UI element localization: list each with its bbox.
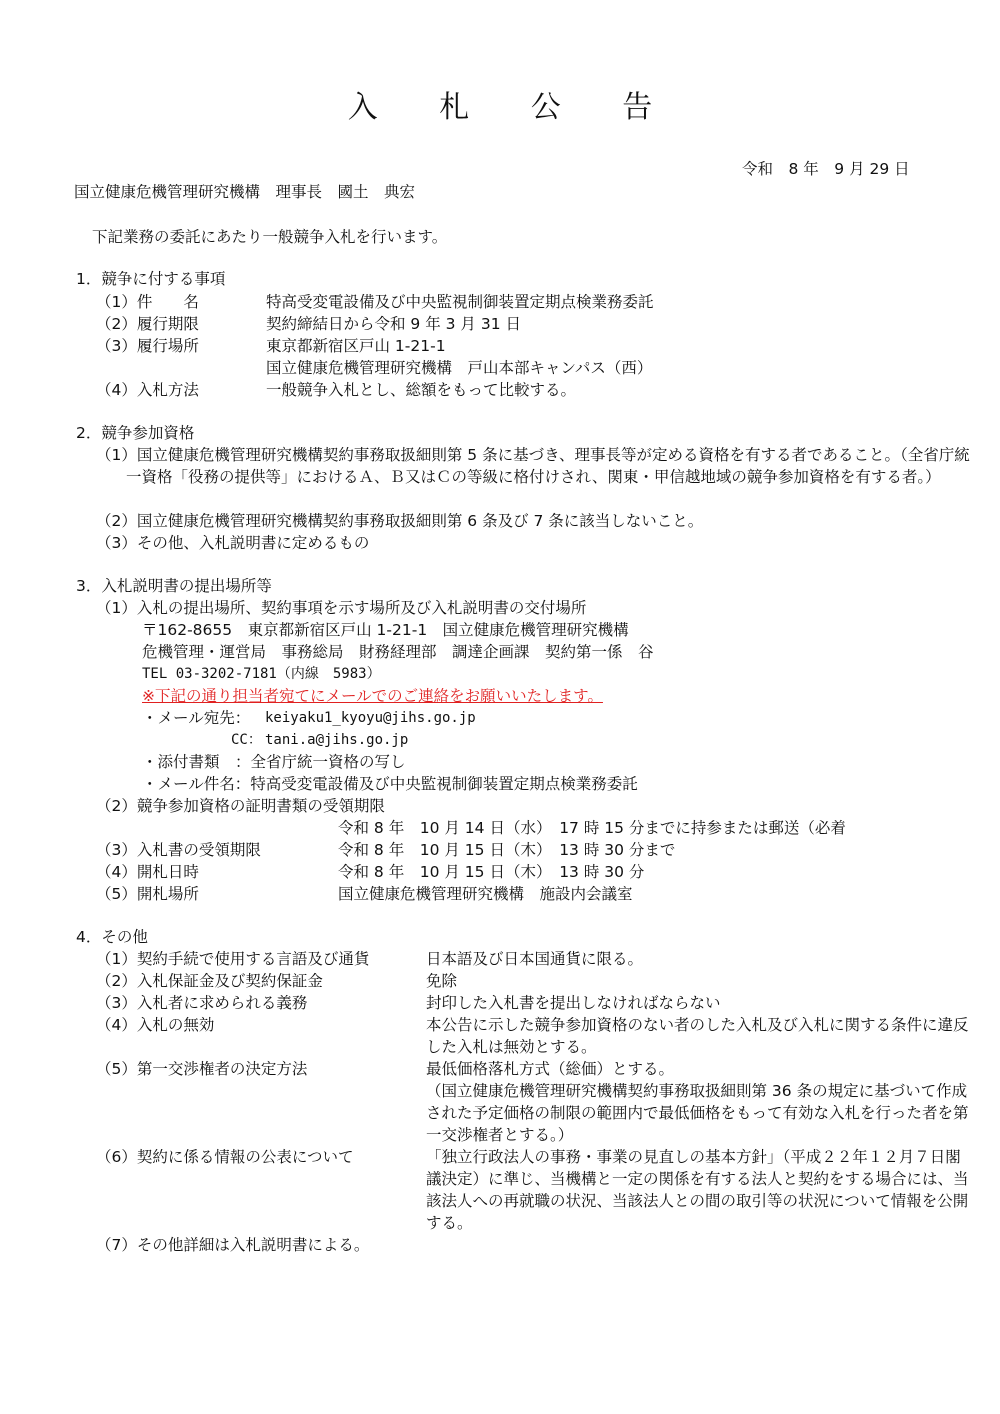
intro-text: 下記業務の委託にあたり一般競争入札を行います。 — [92, 228, 448, 246]
s3-telephone: TEL 03-3202-7181（内線 5983） — [142, 666, 381, 682]
s3-cc-label: CC： — [231, 732, 262, 748]
s1-item-1-label: （1）件 名 — [96, 293, 199, 311]
s4-item-1-label: （1）契約手続で使用する言語及び通貨 — [96, 950, 370, 968]
s4-item-6-value: 「独立行政法人の事務・事業の見直しの基本方針」（平成２２年１２月７日閣議決定）に準じ、当機構と一定の関係を有する法人と契約をする場合には、当該法人への再就職の状況、当該法人との間の取引等の状況について情報を公開する。 — [426, 1148, 969, 1232]
s3-item-5-value: 国立健康危機管理研究機構 施設内会議室 — [338, 885, 633, 903]
section-2-heading: 2．競争参加資格 — [76, 424, 195, 442]
s1-item-2-value: 契約締結日から令和 9 年 3 月 31 日 — [266, 315, 522, 333]
s3-item-2-value: 令和 8 年 10 月 14 日（水） 17 時 15 分までに持参または郵送（必着 — [338, 819, 846, 837]
s3-cc-address[interactable]: tani.a@jihs.go.jp — [265, 732, 409, 748]
s3-mail-address[interactable]: keiyaku1_kyoyu@jihs.go.jp — [265, 710, 476, 726]
page-title: 入 札 公 告 — [347, 90, 679, 125]
s3-attachment: ・添付書類 ：全省庁統一資格の写し — [142, 753, 406, 771]
s1-item-1-value: 特高受変電設備及び中央監視制御装置定期点検業務委託 — [266, 293, 654, 311]
s1-item-4-label: （4）入札方法 — [96, 381, 199, 399]
s3-item-5-label: （5）開札場所 — [96, 885, 199, 903]
s1-item-3-value-line2: 国立健康危機管理研究機構 戸山本部キャンパス（西） — [266, 359, 653, 377]
s4-item-1-value: 日本語及び日本国通貨に限る。 — [426, 950, 644, 968]
s3-item-3-label: （3）入札書の受領期限 — [96, 841, 261, 859]
s3-item-4-value: 令和 8 年 10 月 15 日（木） 13 時 30 分 — [338, 863, 645, 881]
section-1-heading: 1．競争に付する事項 — [76, 270, 226, 288]
s4-item-5-value: 最低価格落札方式（総価）とする。 — [426, 1060, 675, 1078]
s3-address: 〒162-8655 東京都新宿区戸山 1-21-1 国立健康危機管理研究機構 — [142, 621, 629, 639]
s3-item-4-label: （4）開札日時 — [96, 863, 199, 881]
s3-department: 危機管理・運営局 事務総局 財務経理部 調達企画課 契約第一係 谷 — [142, 643, 654, 661]
s2-item-1: （1）国立健康危機管理研究機構契約事務取扱細則第 5 条に基づき、理事長等が定める資格を有する者であること。（全省庁統一資格「役務の提供等」におけるＡ、Ｂ又はＣの等級に格付けされ、関東・甲信越地域の競争参加資格を有する者。） — [96, 446, 970, 486]
s4-item-3-label: （3）入札者に求められる義務 — [96, 994, 308, 1012]
s4-item-4-label: （4）入札の無効 — [96, 1016, 215, 1034]
s3-contact-notice: ※下記の通り担当者宛てにメールでのご連絡をお願いいたします。 — [142, 687, 603, 705]
s2-item-3: （3）その他、入札説明書に定めるもの — [96, 534, 370, 552]
s4-item-4-value: 本公告に示した競争参加資格のない者のした入札及び入札に関する条件に違反した入札は無効とする。 — [426, 1016, 969, 1056]
s4-item-2-label: （2）入札保証金及び契約保証金 — [96, 972, 323, 990]
s3-item-2-label: （2）競争参加資格の証明書類の受領期限 — [96, 797, 385, 815]
s4-item-7: （7）その他詳細は入札説明書による。 — [96, 1236, 370, 1254]
s1-item-3-value: 東京都新宿区戸山 1-21-1 — [266, 337, 446, 355]
issuer: 国立健康危機管理研究機構 理事長 國土 典宏 — [74, 183, 416, 201]
s3-item-3-value: 令和 8 年 10 月 15 日（木） 13 時 30 分まで — [338, 841, 676, 859]
s2-item-2: （2）国立健康危機管理研究機構契約事務取扱細則第 6 条及び 7 条に該当しないこと。 — [96, 512, 704, 530]
section-3-heading: 3．入札説明書の提出場所等 — [76, 577, 272, 595]
s3-mail-subject: ・メール件名：特高受変電設備及び中央監視制御装置定期点検業務委託 — [142, 775, 638, 793]
notice-date: 令和 8 年 9 月 29 日 — [742, 160, 910, 178]
s4-item-3-value: 封印した入札書を提出しなければならない — [426, 994, 721, 1012]
section-4-heading: 4．その他 — [76, 928, 148, 946]
s4-item-5-label: （5）第一交渉権者の決定方法 — [96, 1060, 308, 1078]
s3-mail-label: ・メール宛先： — [142, 709, 251, 727]
s4-item-6-label: （6）契約に係る情報の公表について — [96, 1148, 354, 1166]
s1-item-2-label: （2）履行期限 — [96, 315, 199, 333]
s4-item-5-note: （国立健康危機管理研究機構契約事務取扱細則第 36 条の規定に基づいて作成された予定価格の制限の範囲内で最低価格をもって有効な入札を行った者を第一交渉権者とする。） — [426, 1082, 969, 1144]
s4-item-2-value: 免除 — [426, 972, 458, 990]
s1-item-3-label: （3）履行場所 — [96, 337, 199, 355]
s1-item-4-value: 一般競争入札とし、総額をもって比較する。 — [266, 381, 577, 399]
s3-item-1: （1）入札の提出場所、契約事項を示す場所及び入札説明書の交付場所 — [96, 599, 587, 617]
